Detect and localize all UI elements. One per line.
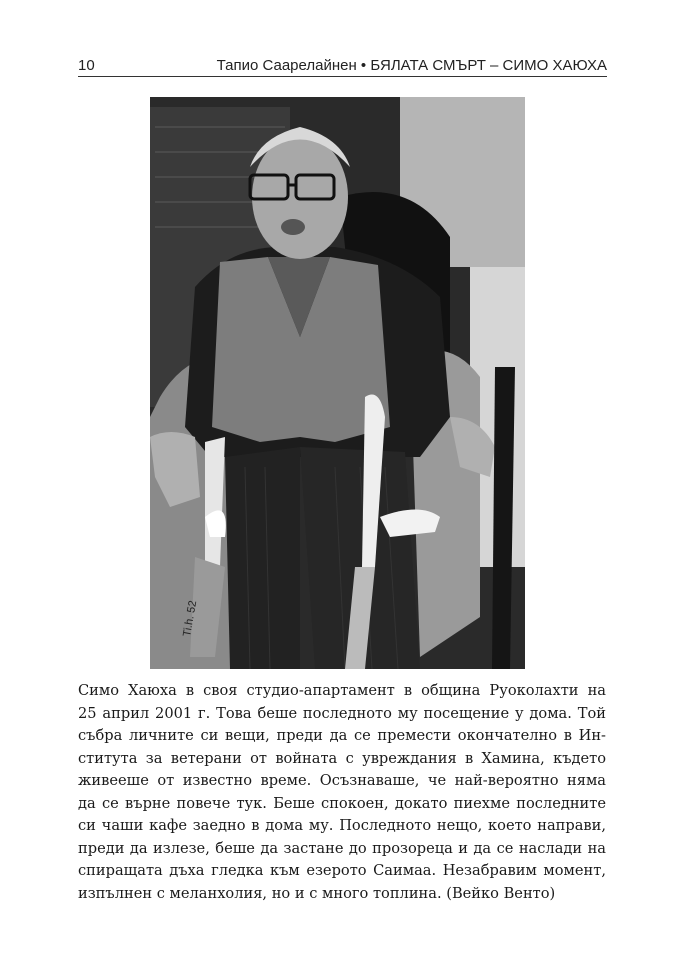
caption-line: събра личните си вещи, преди да се премести окончателно в Ин- [78, 727, 606, 744]
running-title: Тапио Саарелайнен • БЯЛАТА СМЪРТ – СИМО ХАЮХА [216, 57, 607, 74]
caption-line: спиращата дъха гледка към езерото Саимаа. Незабравим момент, [78, 862, 606, 879]
photo-caption [78, 680, 606, 905]
caption-line: да се върне повече тук. Беше спокоен, докато пиехме последните [78, 794, 606, 812]
caption-line: изпълнен с меланхолия, но и с много топлина. (Вейко Венто) [78, 884, 556, 902]
running-header [78, 50, 607, 74]
caption-line: си чаши кафе заедно в дома му. Последното нещо, което направи, [78, 817, 606, 834]
portrait-photo [150, 97, 525, 669]
header-rule [78, 76, 607, 77]
page-number: 10 [78, 57, 95, 74]
crutch-label: Ti.h. 52 [181, 599, 200, 638]
caption-line: преди да излезе, беше да застане до прозореца и да се наслади на [78, 839, 606, 857]
caption-line: живееше от известно време. Осъзнаваше, че най-вероятно няма [78, 772, 606, 789]
caption-line: 25 април 2001 г. Това беше последното му посещение у дома. Той [78, 704, 606, 722]
caption-line: Симо Хаюха в своя студио-апартамент в община Руоколахти на [78, 682, 606, 699]
caption-line: ститута за ветерани от войната с увреждания в Хамина, където [78, 749, 606, 767]
